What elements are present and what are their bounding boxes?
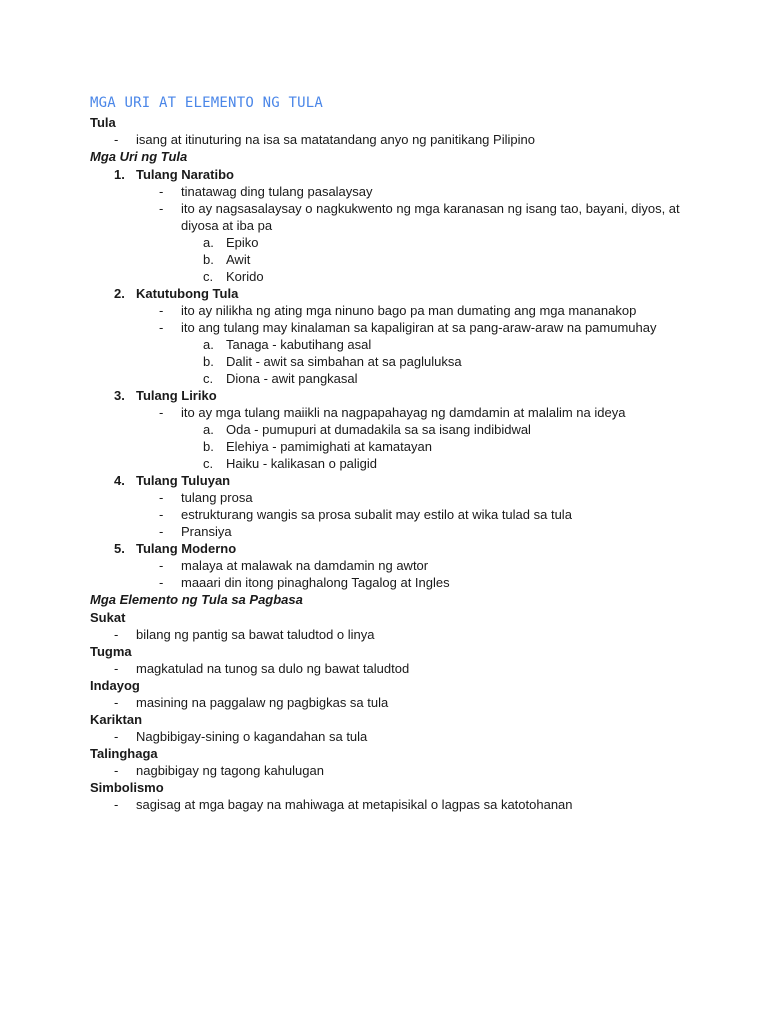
sub-item: Oda - pumupuri at dumadakila sa sa isang indibidwal (226, 422, 531, 437)
dash-marker: - (159, 405, 164, 420)
dash-marker: - (159, 490, 164, 505)
sub-letter: c. (203, 269, 214, 284)
list-number: 4. (114, 473, 125, 488)
sub-item: Awit (226, 252, 251, 267)
list-number: 1. (114, 167, 125, 182)
page-title: MGA URI AT ELEMENTO NG TULA (90, 95, 323, 111)
type-bullet: tulang prosa (181, 490, 253, 505)
list-number: 3. (114, 388, 125, 403)
type-bullet: ito ay nilikha ng ating mga ninuno bago pa man dumating ang mga mananakop (181, 303, 637, 318)
dash-marker: - (114, 661, 119, 676)
mga-uri-heading: Mga Uri ng Tula (90, 149, 188, 164)
sub-letter: b. (203, 354, 214, 369)
element-desc: magkatulad na tunog sa dulo ng bawat taludtod (136, 661, 410, 676)
dash-marker: - (159, 558, 164, 573)
dash-marker: - (114, 729, 119, 744)
element-name: Simbolismo (90, 780, 164, 795)
list-number: 5. (114, 541, 125, 556)
dash-marker: - (114, 763, 119, 778)
sub-item: Korido (226, 269, 264, 284)
type-bullet: malaya at malawak na damdamin ng awtor (181, 558, 429, 573)
sub-letter: c. (203, 456, 214, 471)
sub-letter: a. (203, 235, 214, 250)
sub-item: Epiko (226, 235, 259, 250)
element-desc: nagbibigay ng tagong kahulugan (136, 763, 324, 778)
dash-marker: - (159, 201, 164, 216)
element-name: Talinghaga (90, 746, 158, 761)
sub-letter: a. (203, 337, 214, 352)
element-name: Sukat (90, 610, 126, 625)
type-bullet: ito ang tulang may kinalaman sa kapaligiran at sa pang-araw-araw na pamumuhay (181, 320, 657, 335)
element-desc: sagisag at mga bagay na mahiwaga at metapisikal o lagpas sa katotohanan (136, 797, 573, 812)
dash-marker: - (114, 132, 119, 147)
sub-item: Tanaga - kabutihang asal (226, 337, 372, 352)
type-bullet: tinatawag ding tulang pasalaysay (181, 184, 373, 199)
dash-marker: - (159, 575, 164, 590)
element-desc: masining na paggalaw ng pagbigkas sa tula (136, 695, 389, 710)
sub-item: Diona - awit pangkasal (226, 371, 358, 386)
type-name: Katutubong Tula (136, 286, 239, 301)
sub-letter: a. (203, 422, 214, 437)
list-number: 2. (114, 286, 125, 301)
element-name: Tugma (90, 644, 132, 659)
dash-marker: - (159, 507, 164, 522)
dash-marker: - (159, 303, 164, 318)
element-name: Kariktan (90, 712, 143, 727)
element-desc: bilang ng pantig sa bawat taludtod o linya (136, 627, 375, 642)
type-bullet: estrukturang wangis sa prosa subalit may estilo at wika tulad sa tula (181, 507, 572, 522)
sub-letter: b. (203, 439, 214, 454)
dash-marker: - (114, 627, 119, 642)
tula-definition: isang at itinuturing na isa sa matatandang anyo ng panitikang Pilipino (136, 132, 535, 147)
type-bullet: ito ay mga tulang maiikli na nagpapahayag ng damdamin at malalim na ideya (181, 405, 626, 420)
sub-letter: b. (203, 252, 214, 267)
type-name: Tulang Moderno (136, 541, 237, 556)
type-name: Tulang Liriko (136, 388, 217, 403)
dash-marker: - (114, 797, 119, 812)
dash-marker: - (159, 524, 164, 539)
sub-item: Haiku - kalikasan o paligid (226, 456, 378, 471)
type-bullet: Pransiya (181, 524, 232, 539)
sub-item: Dalit - awit sa simbahan at sa pagluluksa (226, 354, 462, 369)
sub-letter: c. (203, 371, 214, 386)
type-bullet: ito ay nagsasalaysay o nagkukwento ng mga karanasan ng isang tao, bayani, diyos, at (181, 201, 680, 216)
elemento-heading: Mga Elemento ng Tula sa Pagbasa (90, 592, 303, 607)
type-bullet-continuation: diyosa at iba pa (181, 218, 273, 233)
element-name: Indayog (90, 678, 140, 693)
dash-marker: - (159, 184, 164, 199)
type-name: Tulang Naratibo (136, 167, 234, 182)
dash-marker: - (114, 695, 119, 710)
dash-marker: - (159, 320, 164, 335)
tula-heading: Tula (90, 115, 116, 130)
element-desc: Nagbibigay-sining o kagandahan sa tula (136, 729, 368, 744)
sub-item: Elehiya - pamimighati at kamatayan (226, 439, 432, 454)
type-bullet: maaari din itong pinaghalong Tagalog at Ingles (181, 575, 450, 590)
type-name: Tulang Tuluyan (136, 473, 231, 488)
